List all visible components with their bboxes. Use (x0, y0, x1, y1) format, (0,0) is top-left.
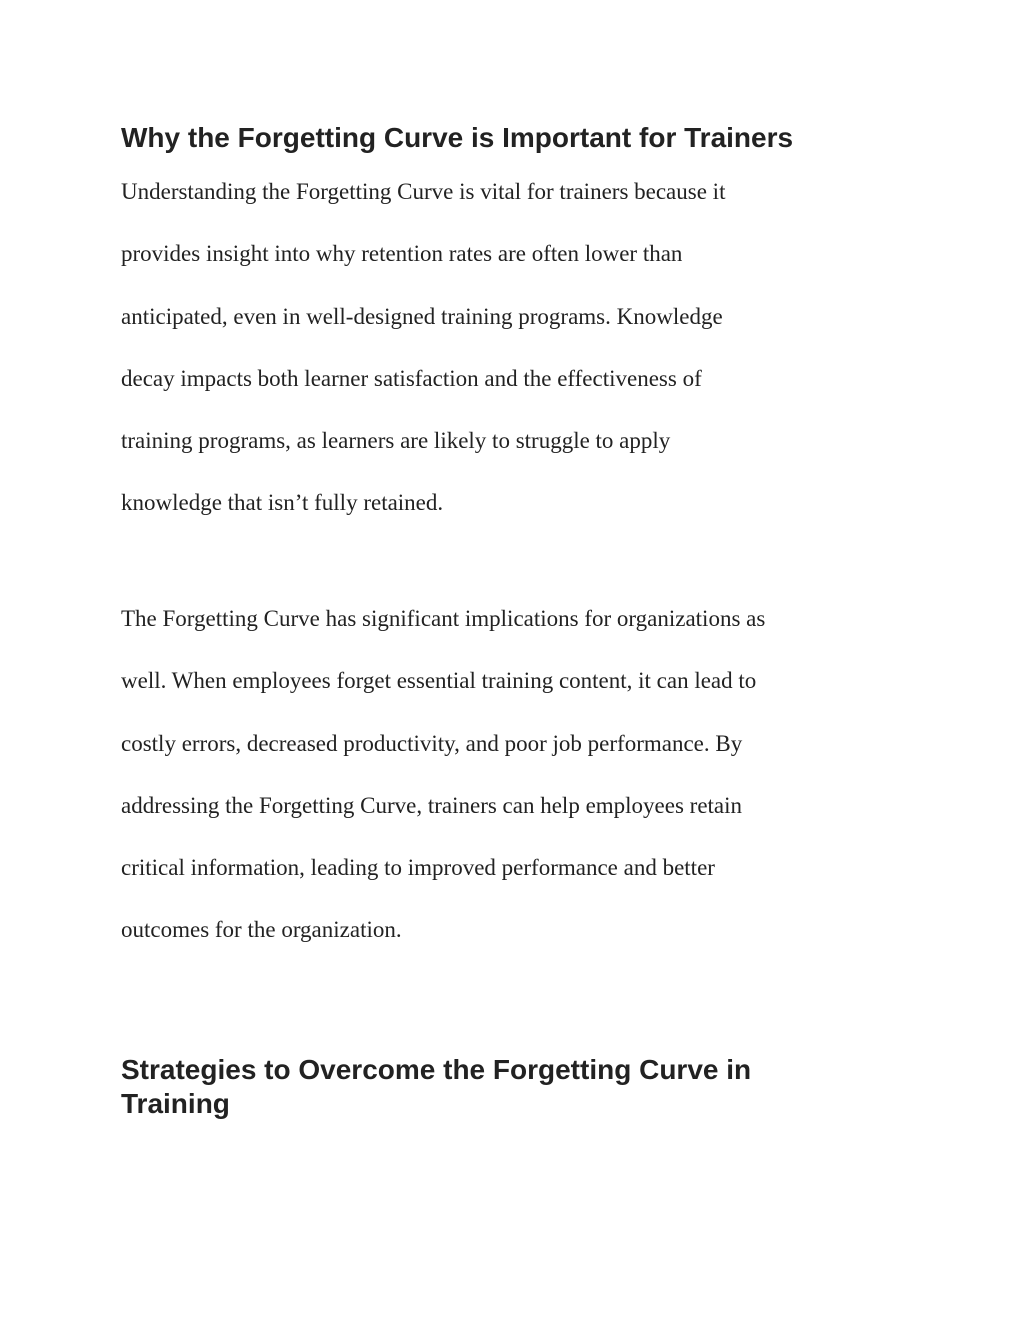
paragraph-line: decay impacts both learner satisfaction and the effectiveness of (121, 365, 702, 391)
paragraph-line: costly errors, decreased productivity, and poor job performance. By (121, 730, 743, 756)
paragraph-line: anticipated, even in well-designed training programs. Knowledge (121, 303, 723, 329)
paragraph-line: Understanding the Forgetting Curve is vital for trainers because it (121, 179, 726, 204)
paragraph-line: knowledge that isn’t fully retained. (121, 490, 444, 516)
paragraph-line: training programs, as learners are likely to struggle to apply (121, 428, 671, 454)
paragraph-line: well. When employees forget essential training content, it can lead to (121, 668, 757, 694)
paragraph-line: addressing the Forgetting Curve, trainers can help employees retain (121, 792, 743, 818)
paragraph-organization-implications (121, 588, 901, 962)
paragraph-line: critical information, leading to improved performance and better (121, 855, 715, 881)
section-heading-strategies: Strategies to Overcome the Forgetting Curve in Training (121, 1054, 752, 1119)
paragraph-line: The Forgetting Curve has significant implications for organizations as (121, 606, 766, 631)
paragraph-line: provides insight into why retention rates are often lower than (121, 241, 683, 267)
paragraph-line: outcomes for the organization. (121, 917, 402, 943)
paragraph-trainer-importance (121, 161, 901, 535)
section-heading-why-forgetting-curve: Why the Forgetting Curve is Important for Trainers (121, 122, 794, 153)
